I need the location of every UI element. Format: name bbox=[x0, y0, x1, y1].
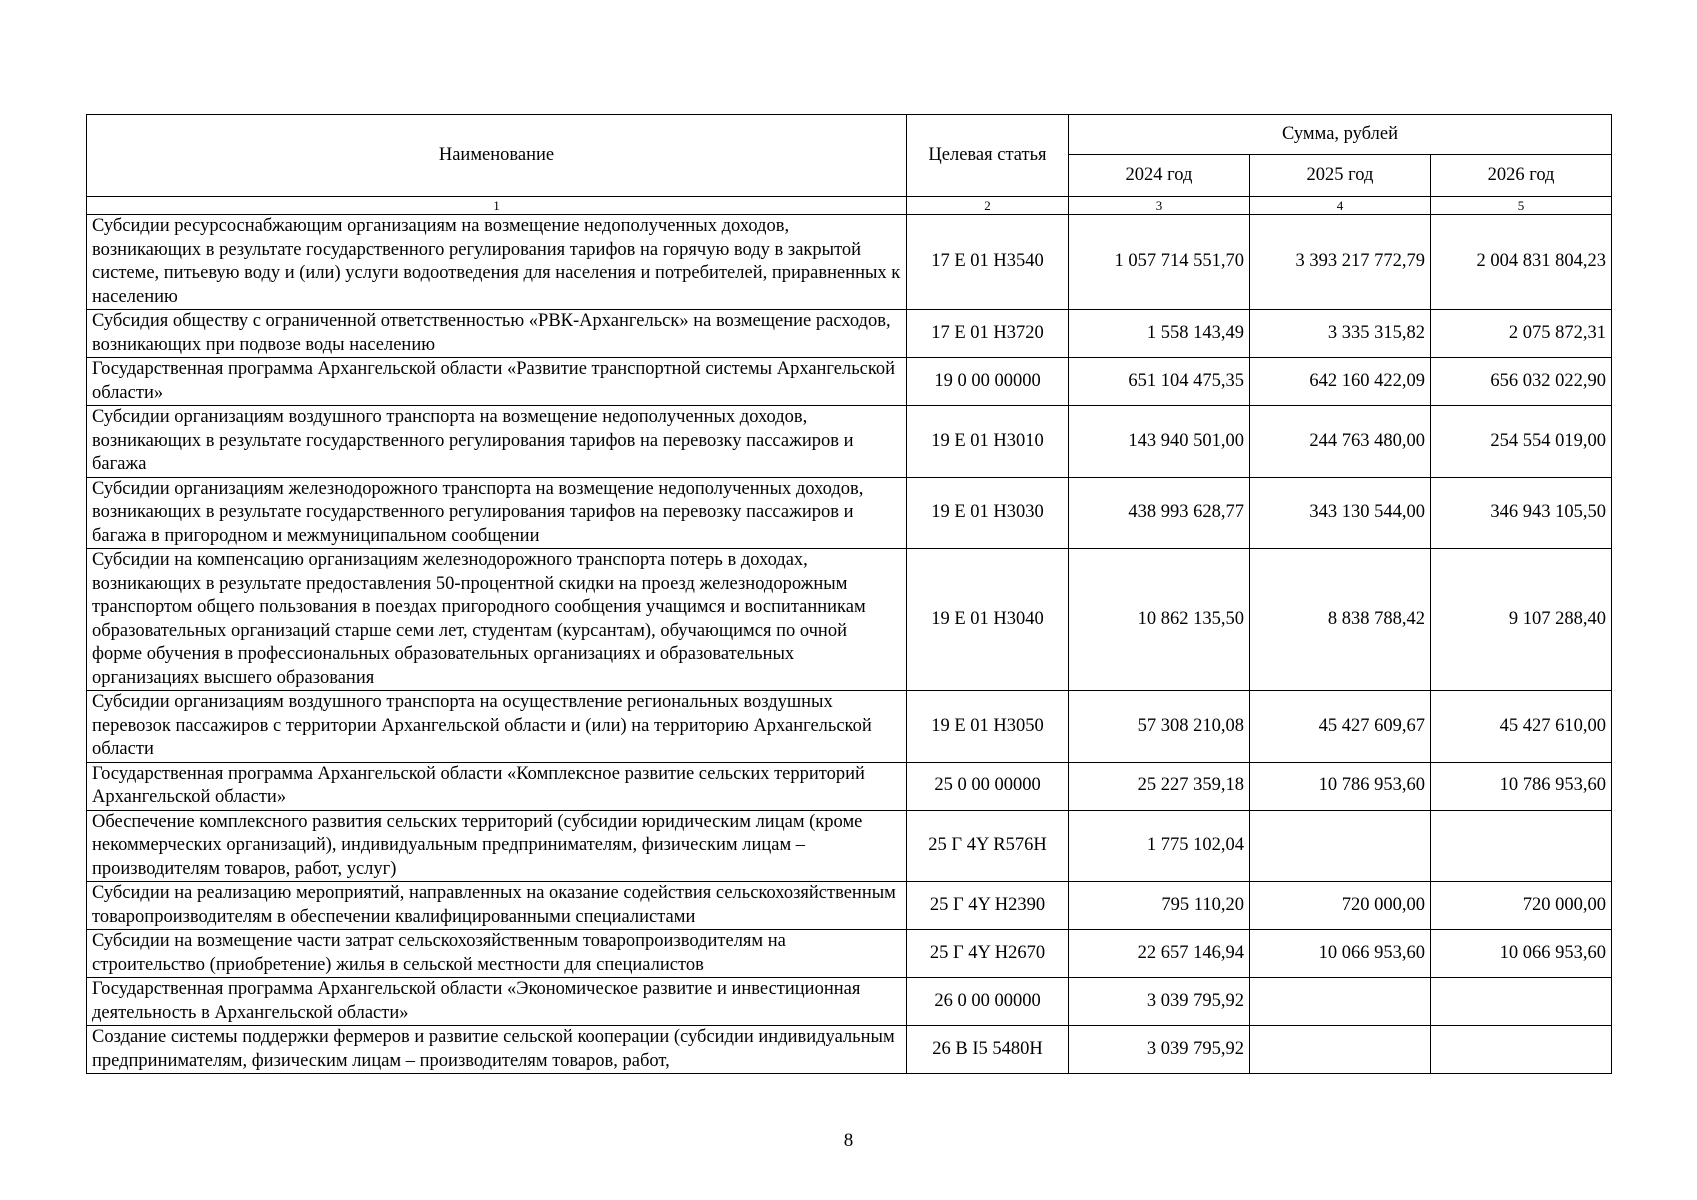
row-amount-2026: 656 032 022,90 bbox=[1431, 358, 1612, 406]
table-row bbox=[87, 358, 1612, 406]
row-amount-2024: 795 110,20 bbox=[1069, 882, 1250, 930]
row-amount-2025: 244 763 480,00 bbox=[1250, 406, 1431, 478]
row-amount-2025: 720 000,00 bbox=[1250, 882, 1431, 930]
row-name: Государственная программа Архангельской области «Экономическое развитие и инвестиционная деятельность в Архангельской области» bbox=[87, 978, 907, 1026]
page-number: 8 bbox=[843, 1130, 854, 1151]
header-code: Целевая статья bbox=[907, 115, 1069, 197]
row-amount-2026: 2 075 872,31 bbox=[1431, 310, 1612, 358]
row-name: Государственная программа Архангельской области «Комплексное развитие сельских территорий Архангельской области» bbox=[87, 762, 907, 810]
header-name: Наименование bbox=[87, 115, 907, 197]
row-name: Субсидия обществу с ограниченной ответственностью «РВК-Архангельск» на возмещение расходов, возникающих при подвозе воды населению bbox=[87, 310, 907, 358]
row-amount-2024: 57 308 210,08 bbox=[1069, 691, 1250, 763]
row-name: Субсидии организациям воздушного транспорта на возмещение недополученных доходов, возникающих в результате государственного регулирования тарифов на перевозку пассажиров и багажа bbox=[87, 406, 907, 478]
header-year-2026: 2026 год bbox=[1431, 155, 1612, 197]
row-name: Государственная программа Архангельской области «Развитие транспортной системы Архангельской области» bbox=[87, 358, 907, 406]
row-amount-2024: 143 940 501,00 bbox=[1069, 406, 1250, 478]
table-row bbox=[87, 406, 1612, 478]
row-amount-2024: 651 104 475,35 bbox=[1069, 358, 1250, 406]
row-amount-2026: 9 107 288,40 bbox=[1431, 549, 1612, 691]
row-amount-2024: 1 775 102,04 bbox=[1069, 810, 1250, 882]
row-name: Субсидии организациям воздушного транспорта на осуществление региональных воздушных перевозок пассажиров с территории Архангельской области и (или) на территорию Архангельской области bbox=[87, 691, 907, 763]
row-amount-2026: 10 066 953,60 bbox=[1431, 930, 1612, 978]
table-row bbox=[87, 691, 1612, 763]
row-amount-2025: 8 838 788,42 bbox=[1250, 549, 1431, 691]
column-number: 5 bbox=[1431, 197, 1612, 215]
row-code: 19 0 00 00000 bbox=[907, 358, 1069, 406]
header-row-top bbox=[87, 115, 1612, 155]
row-code: 25 Г 4Y R576Н bbox=[907, 810, 1069, 882]
table-row bbox=[87, 882, 1612, 930]
row-amount-2024: 1 057 714 551,70 bbox=[1069, 215, 1250, 310]
row-name: Субсидии ресурсоснабжающим организациям на возмещение недополученных доходов, возникающих в результате государственного регулирования тарифов на горячую воду в закрытой системе, питьевую воду и (или) услуги водоотведения для населения и потребителей, приравненных к населению bbox=[87, 215, 907, 310]
row-code: 17 Е 01 Н3720 bbox=[907, 310, 1069, 358]
row-code: 26 В I5 5480Н bbox=[907, 1026, 1069, 1074]
column-number: 3 bbox=[1069, 197, 1250, 215]
row-amount-2025: 10 066 953,60 bbox=[1250, 930, 1431, 978]
row-amount-2025: 642 160 422,09 bbox=[1250, 358, 1431, 406]
row-amount-2024: 22 657 146,94 bbox=[1069, 930, 1250, 978]
row-amount-2025: 45 427 609,67 bbox=[1250, 691, 1431, 763]
row-code: 19 Е 01 Н3010 bbox=[907, 406, 1069, 478]
row-code: 25 Г 4Y Н2390 bbox=[907, 882, 1069, 930]
table-row bbox=[87, 762, 1612, 810]
row-amount-2025: 3 393 217 772,79 bbox=[1250, 215, 1431, 310]
table-row bbox=[87, 215, 1612, 310]
row-code: 25 Г 4Y Н2670 bbox=[907, 930, 1069, 978]
header-year-2025: 2025 год bbox=[1250, 155, 1431, 197]
row-code: 19 Е 01 Н3050 bbox=[907, 691, 1069, 763]
row-amount-2024: 25 227 359,18 bbox=[1069, 762, 1250, 810]
row-amount-2025: 3 335 315,82 bbox=[1250, 310, 1431, 358]
row-name: Обеспечение комплексного развития сельских территорий (субсидии юридическим лицам (кроме некоммерческих организаций), индивидуальным предпринимателям, физическим лицам – производителям товаров, работ, услуг) bbox=[87, 810, 907, 882]
row-amount-2025 bbox=[1250, 978, 1431, 1026]
row-amount-2026: 2 004 831 804,23 bbox=[1431, 215, 1612, 310]
column-number-row bbox=[87, 197, 1612, 215]
table-row bbox=[87, 549, 1612, 691]
header-year-2024: 2024 год bbox=[1069, 155, 1250, 197]
row-code: 17 Е 01 Н3540 bbox=[907, 215, 1069, 310]
table-row bbox=[87, 1026, 1612, 1074]
row-code: 19 Е 01 Н3030 bbox=[907, 477, 1069, 549]
row-amount-2024: 438 993 628,77 bbox=[1069, 477, 1250, 549]
budget-table bbox=[86, 114, 1612, 1074]
table-row bbox=[87, 978, 1612, 1026]
table-row bbox=[87, 930, 1612, 978]
row-name: Субсидии на компенсацию организациям железнодорожного транспорта потерь в доходах, возникающих в результате предоставления 50-процентной скидки на проезд железнодорожным транспортом общего пользования в поездах пригородного сообщения учащимся и воспитанникам образовательных организаций старше семи лет, студентам (курсантам), обучающимся по очной форме обучения в профессиональных образовательных организациях и образовательных организациях высшего образования bbox=[87, 549, 907, 691]
row-code: 25 0 00 00000 bbox=[907, 762, 1069, 810]
row-amount-2026: 45 427 610,00 bbox=[1431, 691, 1612, 763]
row-amount-2024: 3 039 795,92 bbox=[1069, 978, 1250, 1026]
table-row bbox=[87, 810, 1612, 882]
row-amount-2025 bbox=[1250, 1026, 1431, 1074]
row-amount-2024: 3 039 795,92 bbox=[1069, 1026, 1250, 1074]
row-amount-2026: 720 000,00 bbox=[1431, 882, 1612, 930]
row-amount-2024: 1 558 143,49 bbox=[1069, 310, 1250, 358]
row-code: 26 0 00 00000 bbox=[907, 978, 1069, 1026]
row-amount-2025: 343 130 544,00 bbox=[1250, 477, 1431, 549]
row-amount-2025: 10 786 953,60 bbox=[1250, 762, 1431, 810]
table-row bbox=[87, 477, 1612, 549]
row-name: Создание системы поддержки фермеров и развитие сельской кооперации (субсидии индивидуальным предпринимателям, физическим лицам – производителям товаров, работ, bbox=[87, 1026, 907, 1074]
row-code: 19 Е 01 Н3040 bbox=[907, 549, 1069, 691]
row-name: Субсидии организациям железнодорожного транспорта на возмещение недополученных доходов, возникающих в результате государственного регулирования тарифов на перевозку пассажиров и багажа в пригородном и межмуниципальном сообщении bbox=[87, 477, 907, 549]
row-amount-2026 bbox=[1431, 1026, 1612, 1074]
row-amount-2025 bbox=[1250, 810, 1431, 882]
row-amount-2026: 254 554 019,00 bbox=[1431, 406, 1612, 478]
row-amount-2026 bbox=[1431, 810, 1612, 882]
column-number: 4 bbox=[1250, 197, 1431, 215]
header-sum: Сумма, рублей bbox=[1069, 115, 1612, 155]
column-number: 2 bbox=[907, 197, 1069, 215]
row-amount-2026: 346 943 105,50 bbox=[1431, 477, 1612, 549]
row-amount-2026 bbox=[1431, 978, 1612, 1026]
row-amount-2024: 10 862 135,50 bbox=[1069, 549, 1250, 691]
row-name: Субсидии на реализацию мероприятий, направленных на оказание содействия сельскохозяйственным товаропроизводителям в обеспечении квалифицированными специалистами bbox=[87, 882, 907, 930]
column-number: 1 bbox=[87, 197, 907, 215]
table-row bbox=[87, 310, 1612, 358]
row-name: Субсидии на возмещение части затрат сельскохозяйственным товаропроизводителям на строительство (приобретение) жилья в сельской местности для специалистов bbox=[87, 930, 907, 978]
row-amount-2026: 10 786 953,60 bbox=[1431, 762, 1612, 810]
